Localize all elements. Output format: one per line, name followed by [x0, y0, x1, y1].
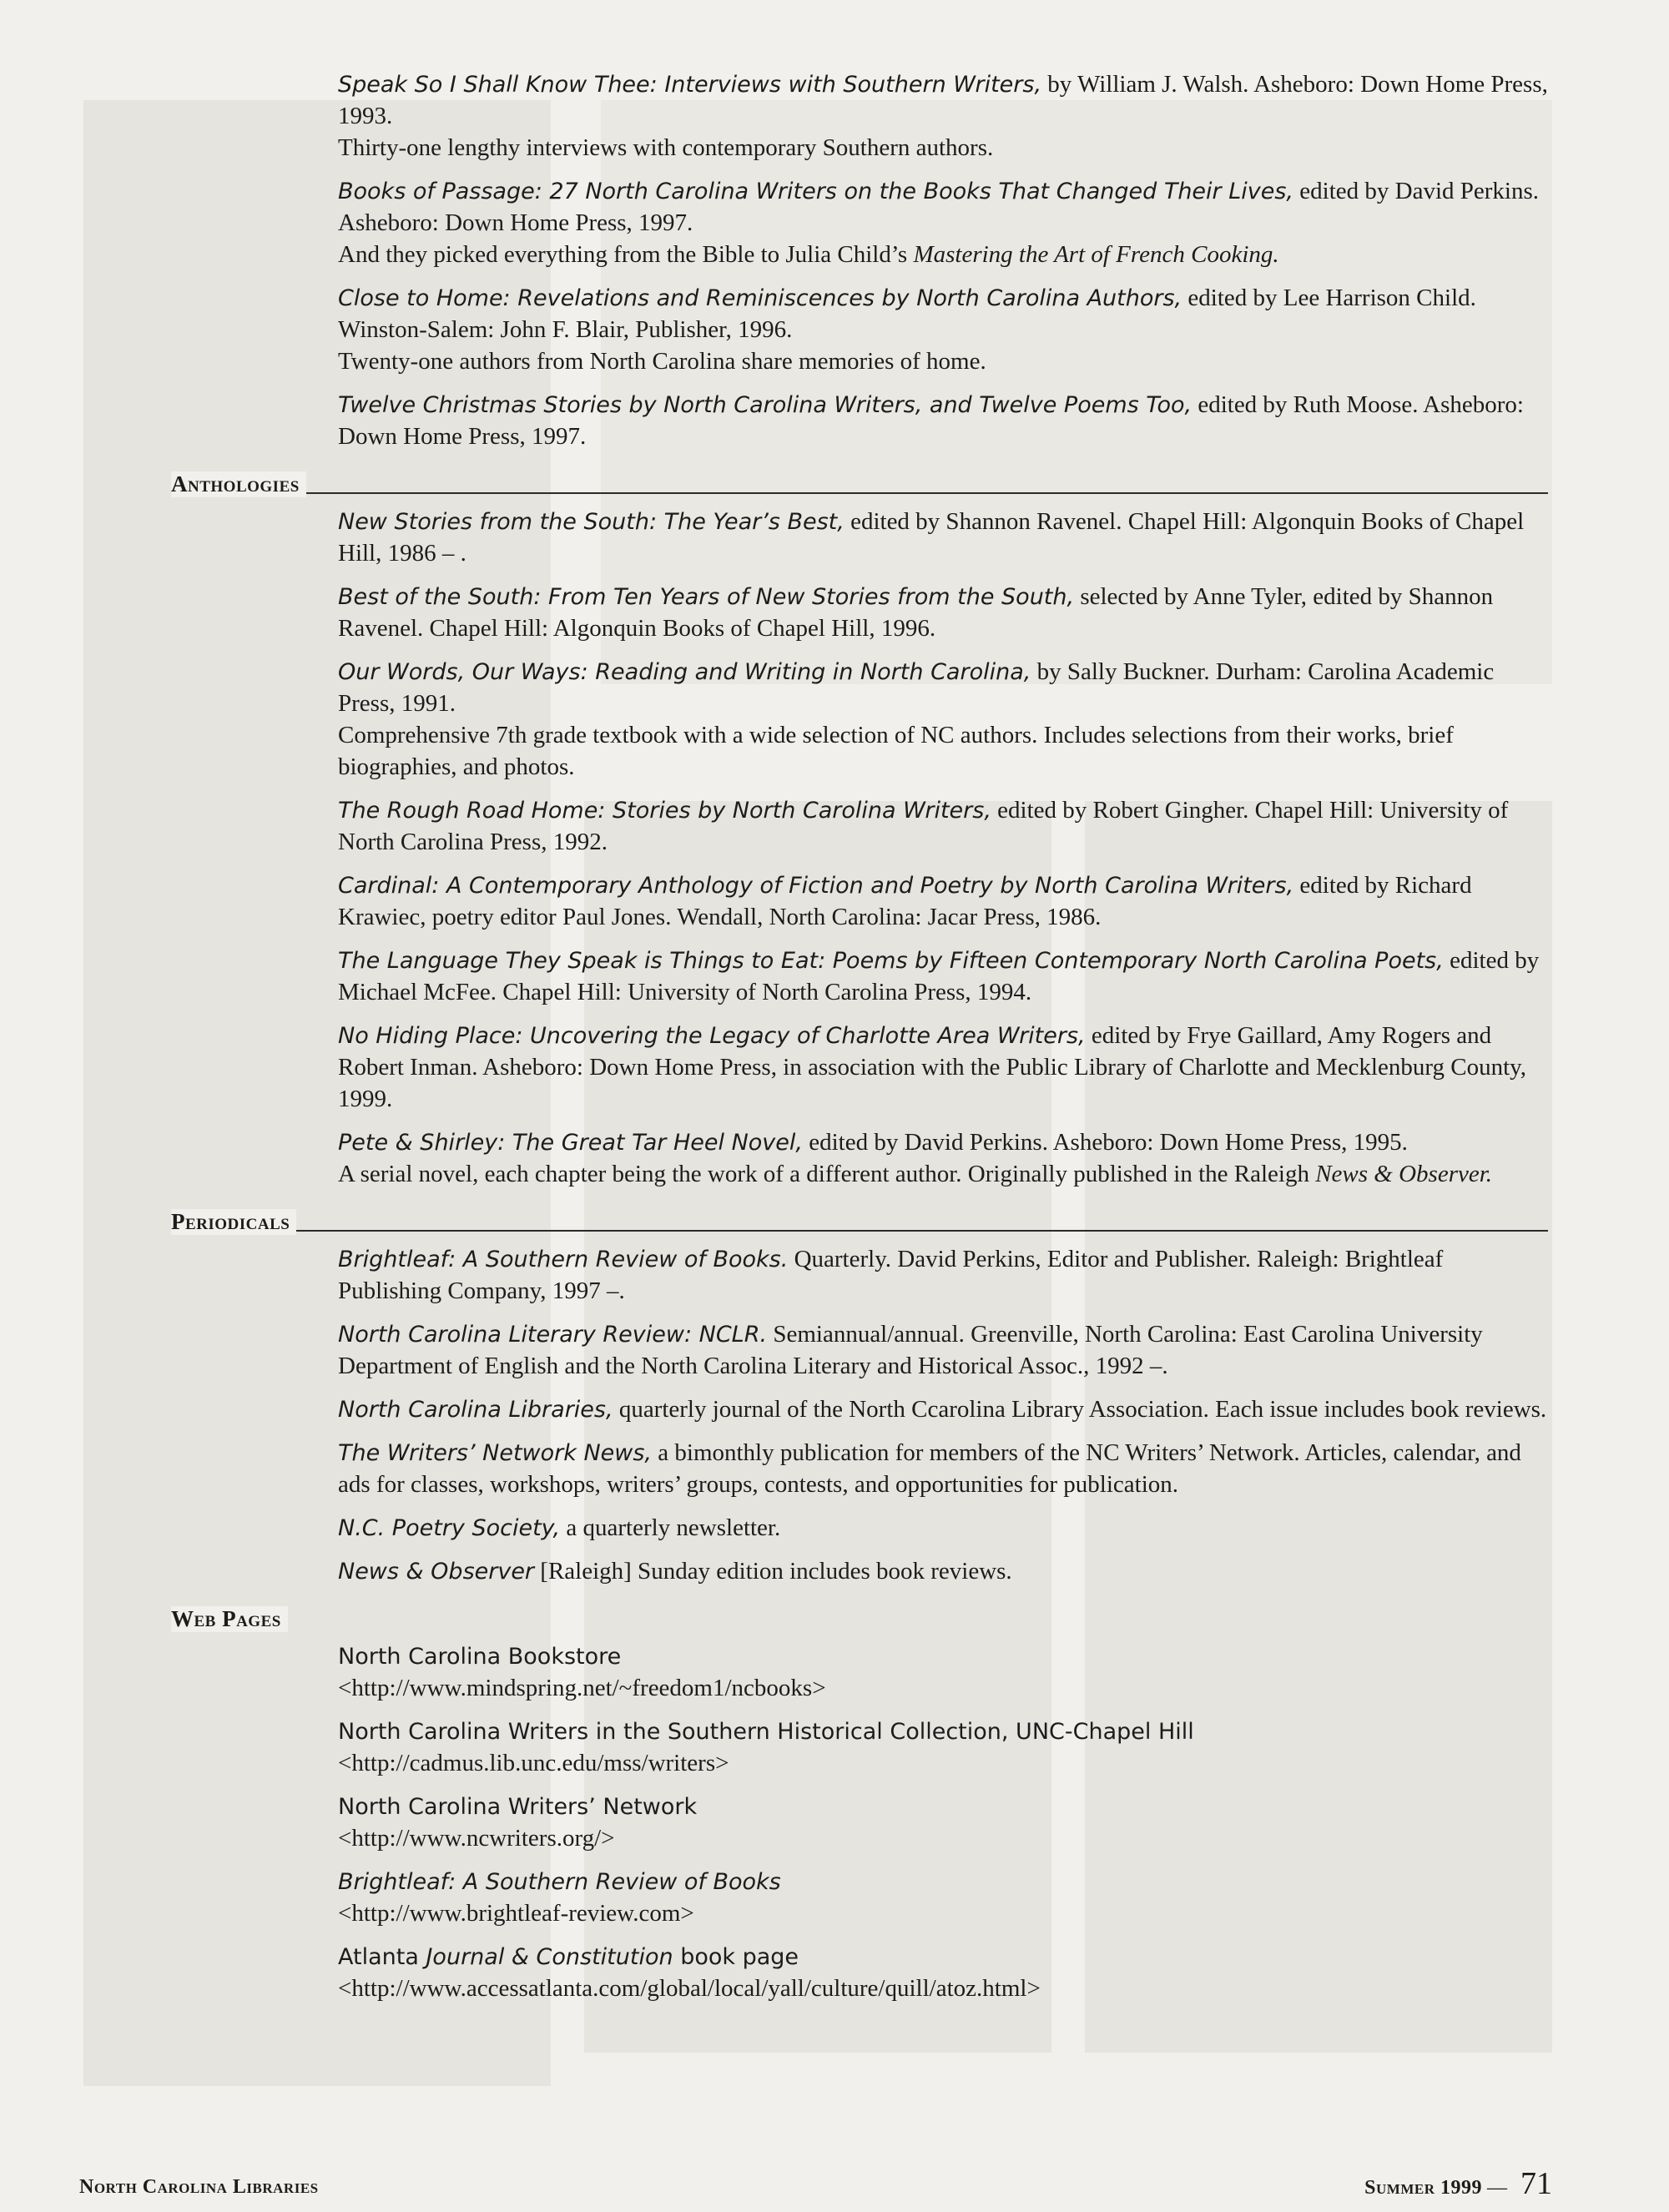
entry-title: News & Observer — [338, 1559, 535, 1585]
entry-title: Close to Home: Revelations and Reminiscences by North Carolina Authors, — [338, 285, 1182, 311]
entry-publication: edited by Frye Gaillard, Amy Rogers and Robert Inman. Asheboro: Down Home Press, in association with the Public Library of Charlotte and Mecklenburg County, 1999. — [338, 1022, 1526, 1112]
entry-news-and-observer — [338, 1555, 1548, 1587]
entry-publication: selected by Anne Tyler, edited by Shannon Ravenel. Chapel Hill: Algonquin Books of Chapel Hill, 1996. — [338, 583, 1494, 642]
entry-title: New Stories from the South: The Year’s Best, — [338, 509, 845, 535]
entry-publication: edited by Robert Gingher. Chapel Hill: University of North Carolina Press, 1992. — [338, 797, 1509, 855]
section-rule — [171, 1230, 1548, 1232]
section-header-anthologies — [171, 464, 1548, 497]
entry-description: And they picked everything from the Bible to Julia Child’s — [338, 241, 914, 268]
footer-page-info — [1364, 2165, 1552, 2202]
entry-title: Brightleaf: A Southern Review of Books. — [338, 1247, 789, 1272]
entry-language-they-speak — [338, 945, 1548, 1008]
web-entry-url[interactable]: <http://www.accessatlanta.com/global/local/yall/culture/quill/atoz.html> — [338, 1975, 1041, 2002]
footer-season: Summer 1999 — [1364, 2177, 1482, 2199]
entry-description: Thirty-one lengthy interviews with contemporary Southern authors. — [338, 134, 994, 161]
entry-brightleaf — [338, 1243, 1548, 1307]
section-header-web-pages — [171, 1599, 1548, 1632]
web-entry-url[interactable]: <http://www.brightleaf-review.com> — [338, 1900, 694, 1927]
entry-close-to-home — [338, 282, 1548, 377]
web-entry-atlanta-journal — [338, 1941, 1548, 2004]
section-label: Web Pages — [171, 1606, 288, 1632]
entry-publication: a quarterly newsletter. — [560, 1514, 781, 1541]
entry-publication: Semiannual/annual. Greenville, North Carolina: East Carolina University Department of English and the North Carolina Literary and Historical Assoc., 1992 –. — [338, 1321, 1483, 1379]
entry-title: North Carolina Literary Review: NCLR. — [338, 1322, 768, 1348]
entry-no-hiding-place — [338, 1020, 1548, 1115]
section-label: Anthologies — [171, 471, 306, 497]
section-rule — [171, 492, 1548, 494]
entry-publication: edited by David Perkins. Asheboro: Down Home Press, 1995. — [802, 1129, 1408, 1156]
entry-cardinal — [338, 869, 1548, 933]
entry-publication: a bimonthly publication for members of the NC Writers’ Network. Articles, calendar, and ads for classes, workshops, writers’ groups, contests, and opportunities for publication. — [338, 1439, 1521, 1498]
entry-new-stories-from-the-south — [338, 506, 1548, 569]
footer-dash: — — [1482, 2177, 1512, 2199]
web-entry-brightleaf — [338, 1866, 1548, 1929]
entry-speak-so-i — [338, 68, 1548, 164]
entry-publication: edited by Lee Harrison Child. Winston-Salem: John F. Blair, Publisher, 1996. — [338, 285, 1476, 343]
web-entry-nc-writers-shc — [338, 1716, 1548, 1779]
entry-publication: [Raleigh] Sunday edition includes book reviews. — [534, 1558, 1012, 1585]
entry-pete-and-shirley — [338, 1126, 1548, 1190]
footer-journal-name: North Carolina Libraries — [79, 2176, 319, 2198]
entry-description-italic: Mastering the Art of French Cooking. — [913, 241, 1279, 268]
section-label: Periodicals — [171, 1209, 296, 1235]
web-entry-name-after: book page — [673, 1944, 799, 1970]
entry-publication: edited by Richard Krawiec, poetry editor Paul Jones. Wendall, North Carolina: Jacar Press, 1986. — [338, 872, 1472, 930]
entry-title: Our Words, Our Ways: Reading and Writing in North Carolina, — [338, 659, 1031, 685]
entry-best-of-the-south — [338, 581, 1548, 644]
entry-publication: edited by Michael McFee. Chapel Hill: University of North Carolina Press, 1994. — [338, 947, 1540, 1005]
entry-description: A serial novel, each chapter being the work of a different author. Originally published in the Raleigh — [338, 1161, 1316, 1187]
entry-title: Twelve Christmas Stories by North Carolina Writers, and Twelve Poems Too, — [338, 392, 1193, 418]
web-entry-name: North Carolina Writers’ Network — [338, 1794, 698, 1820]
entry-title: Speak So I Shall Know Thee: Interviews with Southern Writers, — [338, 72, 1042, 98]
entry-title: Cardinal: A Contemporary Anthology of Fiction and Poetry by North Carolina Writers, — [338, 873, 1294, 899]
entry-nc-poetry-society — [338, 1512, 1548, 1544]
entry-title: Pete & Shirley: The Great Tar Heel Novel, — [338, 1130, 803, 1156]
entry-title: Books of Passage: 27 North Carolina Writers on the Books That Changed Their Lives, — [338, 179, 1294, 204]
entry-nc-libraries — [338, 1393, 1548, 1425]
entry-title: North Carolina Libraries, — [338, 1397, 613, 1423]
web-entry-name-italic: Brightleaf: A Southern Review of Books — [338, 1869, 781, 1895]
web-entry-url[interactable]: <http://cadmus.lib.unc.edu/mss/writers> — [338, 1750, 729, 1776]
entry-our-words-our-ways — [338, 656, 1548, 783]
web-entry-url[interactable]: <http://www.ncwriters.org/> — [338, 1825, 615, 1852]
entry-twelve-christmas-stories — [338, 389, 1548, 452]
entry-title: The Rough Road Home: Stories by North Carolina Writers, — [338, 798, 991, 824]
bibliography — [171, 68, 1548, 2016]
entry-publication: by Sally Buckner. Durham: Carolina Academic Press, 1991. — [338, 658, 1495, 717]
web-entry-name-italic: Journal & Constitution — [426, 1944, 673, 1970]
entry-publication: edited by David Perkins. Asheboro: Down Home Press, 1997. — [338, 178, 1539, 236]
section-header-periodicals — [171, 1202, 1548, 1235]
entry-publication: Quarterly. David Perkins, Editor and Publisher. Raleigh: Brightleaf Publishing Company, 1997 –. — [338, 1246, 1444, 1304]
web-entry-name: Atlanta — [338, 1944, 426, 1970]
entry-publication: quarterly journal of the North Ccarolina Library Association. Each issue includes book reviews. — [613, 1396, 1547, 1423]
entry-publication: by William J. Walsh. Asheboro: Down Home Press, 1993. — [338, 71, 1548, 129]
entry-rough-road-home — [338, 794, 1548, 858]
entry-publication: edited by Ruth Moose. Asheboro: Down Home Press, 1997. — [338, 391, 1524, 450]
footer-page-number: 71 — [1520, 2166, 1552, 2201]
entry-description: Comprehensive 7th grade textbook with a wide selection of NC authors. Includes selections from their works, brief biographies, and photos. — [338, 722, 1454, 780]
entry-description: Twenty-one authors from North Carolina share memories of home. — [338, 348, 986, 375]
entry-books-of-passage — [338, 175, 1548, 270]
web-entry-url[interactable]: <http://www.mindspring.net/~freedom1/ncbooks> — [338, 1675, 826, 1701]
entry-writers-network-news — [338, 1437, 1548, 1500]
entry-nclr — [338, 1318, 1548, 1382]
entry-title: Best of the South: From Ten Years of New Stories from the South, — [338, 584, 1075, 610]
web-entry-nc-bookstore — [338, 1640, 1548, 1704]
web-entry-name: North Carolina Bookstore — [338, 1644, 622, 1670]
entry-publication: edited by Shannon Ravenel. Chapel Hill: Algonquin Books of Chapel Hill, 1986 – . — [338, 508, 1525, 567]
web-entry-nc-writers-network — [338, 1791, 1548, 1854]
web-entry-name: North Carolina Writers in the Southern Historical Collection, UNC-Chapel Hill — [338, 1719, 1194, 1745]
entry-title: No Hiding Place: Uncovering the Legacy of Charlotte Area Writers, — [338, 1023, 1086, 1049]
entry-title: The Language They Speak is Things to Eat: Poems by Fifteen Contemporary North Carolina Poets, — [338, 948, 1444, 974]
entry-title: N.C. Poetry Society, — [338, 1515, 561, 1541]
entry-title: The Writers’ Network News, — [338, 1440, 653, 1466]
entry-description-italic: News & Observer. — [1315, 1161, 1493, 1187]
